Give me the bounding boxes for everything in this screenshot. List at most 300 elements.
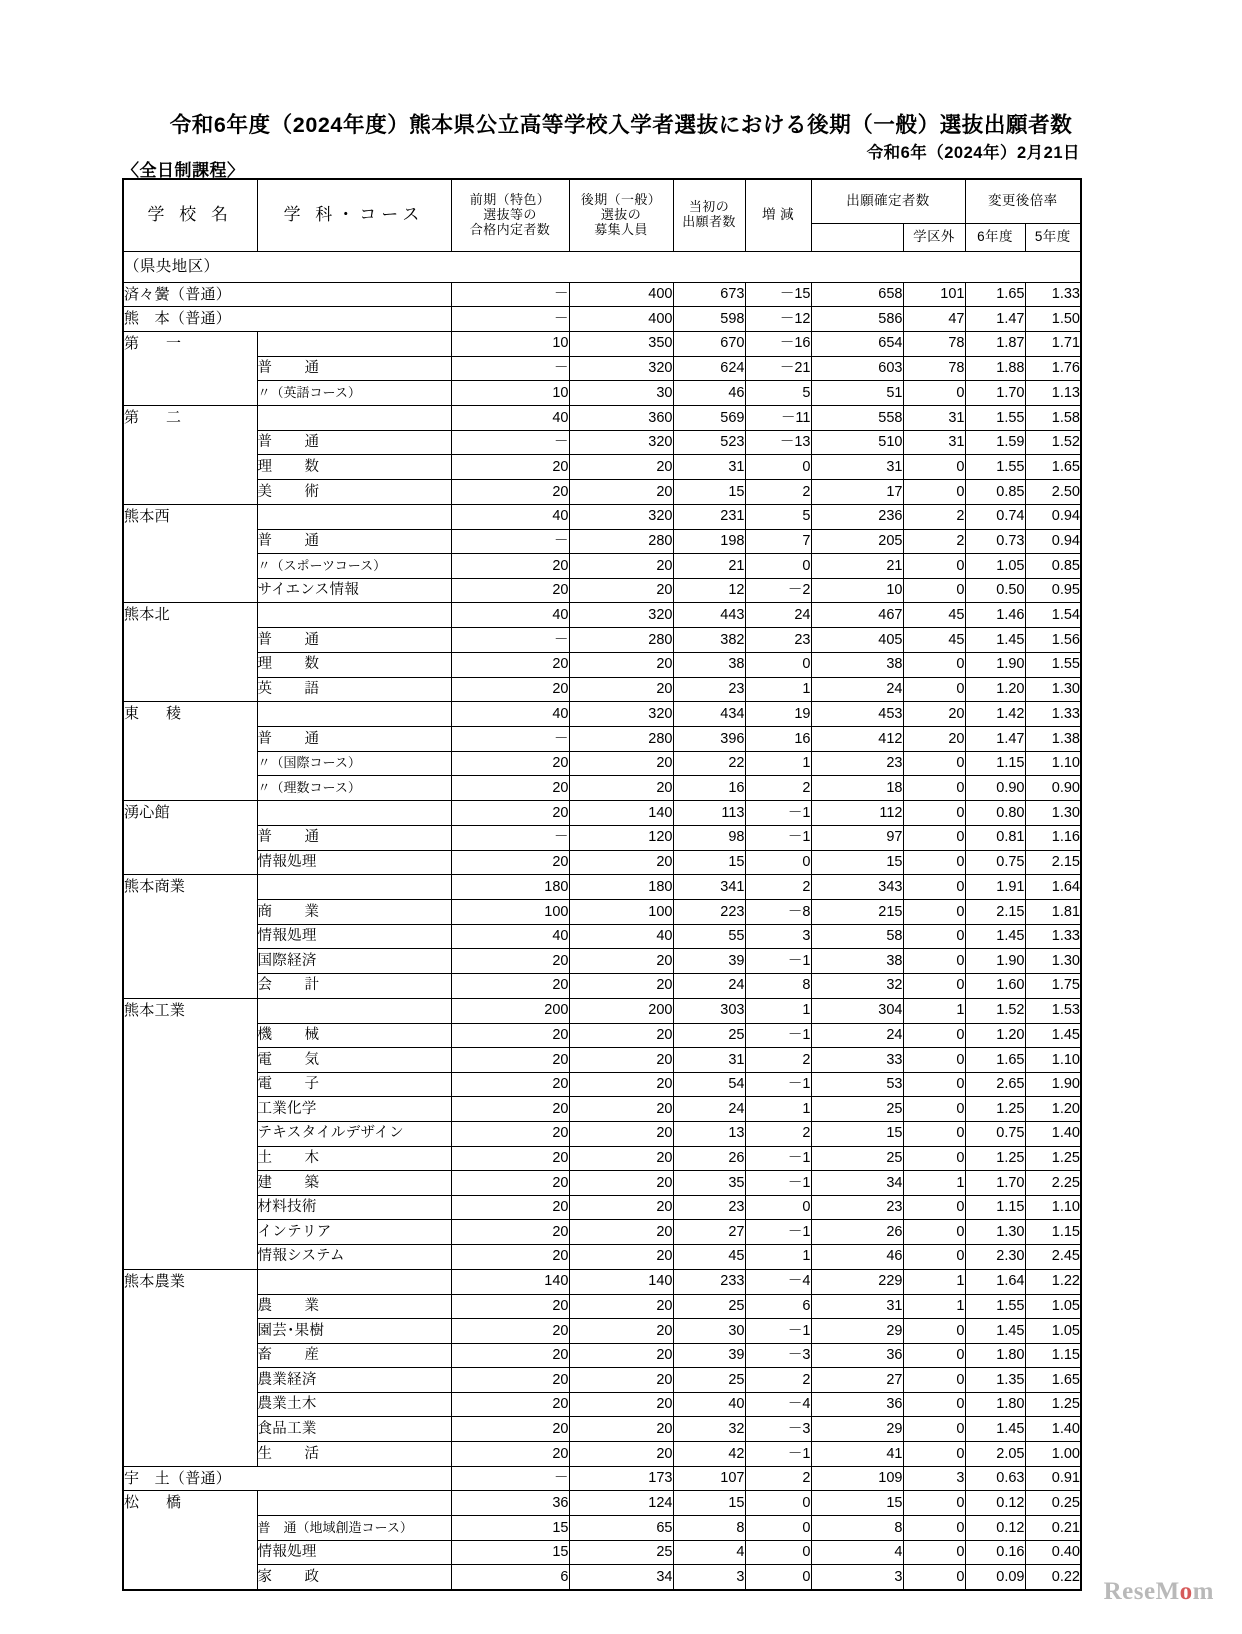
table-row: [123, 1491, 1081, 1516]
cell-outside: 0: [903, 480, 965, 505]
header-kouki-line3: 募集人員: [594, 221, 648, 237]
cell-ratio-r6: 0.12: [965, 1491, 1025, 1516]
cell-initial: 25: [673, 1023, 745, 1048]
cell-outside: 20: [903, 702, 965, 727]
cell-course-name: 情報システム: [257, 1244, 451, 1269]
cell-course-empty: [257, 1491, 451, 1516]
table-row: [123, 1294, 1081, 1319]
cell-zenki: 20: [451, 1146, 569, 1171]
cell-kouki: 20: [569, 751, 673, 776]
cell-ratio-r6: 1.64: [965, 1269, 1025, 1294]
cell-zenki: －: [451, 282, 569, 307]
cell-ratio-r5: 1.33: [1025, 702, 1081, 727]
cell-zenki: 20: [451, 1220, 569, 1245]
cell-kouki: 400: [569, 282, 673, 307]
cell-ratio-r5: 1.20: [1025, 1097, 1081, 1122]
cell-kouki: 20: [569, 554, 673, 579]
cell-confirmed: 25: [811, 1146, 903, 1171]
cell-ratio-r5: 1.52: [1025, 430, 1081, 455]
header-course: 学 科・コース: [257, 179, 451, 251]
cell-ratio-r6: 1.55: [965, 455, 1025, 480]
table-row: [123, 949, 1081, 974]
cell-confirmed: 453: [811, 702, 903, 727]
cell-course-name: 理 数: [257, 455, 451, 480]
cell-change: 0: [745, 554, 811, 579]
cell-change: －3: [745, 1343, 811, 1368]
cell-course-name: 農 業: [257, 1294, 451, 1319]
cell-course-name: 英 語: [257, 677, 451, 702]
cell-initial: 45: [673, 1244, 745, 1269]
cell-ratio-r5: 1.10: [1025, 1195, 1081, 1220]
cell-ratio-r5: 2.45: [1025, 1244, 1081, 1269]
cell-kouki: 20: [569, 455, 673, 480]
cell-ratio-r5: 1.15: [1025, 1220, 1081, 1245]
cell-ratio-r5: 1.33: [1025, 924, 1081, 949]
cell-zenki: 20: [451, 1442, 569, 1467]
cell-zenki: 200: [451, 998, 569, 1023]
cell-change: －15: [745, 282, 811, 307]
cell-change: 0: [745, 1540, 811, 1565]
cell-confirmed: 15: [811, 1121, 903, 1146]
cell-confirmed: 510: [811, 430, 903, 455]
cell-kouki: 20: [569, 850, 673, 875]
cell-zenki: 15: [451, 1516, 569, 1541]
cell-change: 2: [745, 1368, 811, 1393]
table-row: [123, 1023, 1081, 1048]
cell-zenki: 20: [451, 1048, 569, 1073]
cell-initial: 38: [673, 653, 745, 678]
cell-outside: 45: [903, 603, 965, 628]
cell-confirmed: 24: [811, 677, 903, 702]
cell-course-name: 普 通: [257, 727, 451, 752]
cell-zenki: 20: [451, 1195, 569, 1220]
cell-change: 1: [745, 751, 811, 776]
cell-zenki: 20: [451, 653, 569, 678]
table-row: [123, 1195, 1081, 1220]
cell-course-name: 生 活: [257, 1442, 451, 1467]
cell-course-name: 普 通: [257, 529, 451, 554]
cell-outside: 0: [903, 1368, 965, 1393]
header-zenki-line3: 合格内定者数: [469, 221, 551, 237]
cell-initial: 382: [673, 628, 745, 653]
cell-outside: 0: [903, 1097, 965, 1122]
cell-change: －1: [745, 1146, 811, 1171]
cell-ratio-r6: 1.80: [965, 1343, 1025, 1368]
cell-course-name: テキスタイルデザイン: [257, 1121, 451, 1146]
table-row: [123, 1171, 1081, 1196]
cell-outside: 47: [903, 307, 965, 332]
cell-initial: 39: [673, 949, 745, 974]
cell-kouki: 20: [569, 1368, 673, 1393]
cell-ratio-r6: 0.50: [965, 578, 1025, 603]
cell-ratio-r6: 1.80: [965, 1392, 1025, 1417]
cell-change: 16: [745, 727, 811, 752]
cell-course-name: 〃（国際コース）: [257, 751, 451, 776]
table-header: [123, 179, 1081, 251]
cell-course-name: 農業経済: [257, 1368, 451, 1393]
cell-zenki: 140: [451, 1269, 569, 1294]
table-row: [123, 1540, 1081, 1565]
cell-confirmed: 4: [811, 1540, 903, 1565]
cell-outside: 2: [903, 529, 965, 554]
cell-school-name: 松 橋: [123, 1491, 257, 1590]
table-row: [123, 875, 1081, 900]
cell-course-name: 情報処理: [257, 1540, 451, 1565]
cell-course-name: 美 術: [257, 480, 451, 505]
cell-zenki: 36: [451, 1491, 569, 1516]
cell-initial: 8: [673, 1516, 745, 1541]
table-row: [123, 405, 1081, 430]
cell-ratio-r6: 1.59: [965, 430, 1025, 455]
cell-ratio-r6: 1.45: [965, 628, 1025, 653]
cell-ratio-r5: 1.13: [1025, 381, 1081, 406]
cell-initial: 113: [673, 801, 745, 826]
cell-kouki: 280: [569, 628, 673, 653]
cell-initial: 23: [673, 1195, 745, 1220]
cell-course-name: インテリア: [257, 1220, 451, 1245]
cell-zenki: 20: [451, 1121, 569, 1146]
header-ratio-r5: 5年度: [1025, 223, 1081, 251]
cell-initial: 31: [673, 455, 745, 480]
cell-initial: 98: [673, 826, 745, 851]
cell-ratio-r5: 1.25: [1025, 1146, 1081, 1171]
cell-kouki: 20: [569, 776, 673, 801]
cell-ratio-r6: 1.25: [965, 1097, 1025, 1122]
cell-initial: 670: [673, 331, 745, 356]
cell-kouki: 25: [569, 1540, 673, 1565]
cell-confirmed: 23: [811, 751, 903, 776]
cell-initial: 21: [673, 554, 745, 579]
header-shoki-line1: 当初の: [688, 199, 730, 215]
header-ratio-r6: 6年度: [965, 223, 1025, 251]
cell-ratio-r6: 1.60: [965, 973, 1025, 998]
cell-kouki: 280: [569, 727, 673, 752]
cell-kouki: 20: [569, 1244, 673, 1269]
cell-zenki: 20: [451, 949, 569, 974]
cell-ratio-r6: 0.85: [965, 480, 1025, 505]
cell-change: －4: [745, 1392, 811, 1417]
cell-outside: 0: [903, 1319, 965, 1344]
table-row: [123, 455, 1081, 480]
header-zenki-line1: 前期（特色）: [469, 191, 551, 207]
cell-zenki: 20: [451, 1417, 569, 1442]
cell-outside: 0: [903, 1540, 965, 1565]
cell-ratio-r6: 1.55: [965, 405, 1025, 430]
cell-zenki: 40: [451, 924, 569, 949]
cell-ratio-r5: 0.91: [1025, 1466, 1081, 1491]
cell-course-name: 普 通: [257, 430, 451, 455]
cell-course-name: 普 通: [257, 356, 451, 381]
cell-ratio-r5: 0.21: [1025, 1516, 1081, 1541]
cell-ratio-r6: 1.15: [965, 1195, 1025, 1220]
cell-kouki: 280: [569, 529, 673, 554]
cell-ratio-r6: 1.30: [965, 1220, 1025, 1245]
cell-change: －1: [745, 949, 811, 974]
cell-outside: 0: [903, 801, 965, 826]
cell-course-empty: [257, 1269, 451, 1294]
cell-outside: 20: [903, 727, 965, 752]
cell-confirmed: 15: [811, 1491, 903, 1516]
cell-ratio-r5: 0.40: [1025, 1540, 1081, 1565]
table-row: [123, 1048, 1081, 1073]
cell-ratio-r6: 0.73: [965, 529, 1025, 554]
cell-outside: 0: [903, 1442, 965, 1467]
cell-ratio-r6: 0.75: [965, 1121, 1025, 1146]
cell-ratio-r5: 1.76: [1025, 356, 1081, 381]
cell-outside: 0: [903, 1565, 965, 1590]
cell-kouki: 140: [569, 801, 673, 826]
table-row: [123, 1121, 1081, 1146]
cell-ratio-r6: 1.91: [965, 875, 1025, 900]
cell-ratio-r5: 1.05: [1025, 1319, 1081, 1344]
cell-ratio-r5: 1.40: [1025, 1417, 1081, 1442]
cell-kouki: 20: [569, 1146, 673, 1171]
cell-ratio-r6: 1.45: [965, 1319, 1025, 1344]
cell-kouki: 20: [569, 1343, 673, 1368]
header-kouki-line2: 選抜の: [600, 206, 642, 222]
cell-confirmed: 24: [811, 1023, 903, 1048]
cell-course-name: 理 数: [257, 653, 451, 678]
cell-ratio-r5: 1.30: [1025, 677, 1081, 702]
cell-zenki: 20: [451, 1392, 569, 1417]
table-row: [123, 1343, 1081, 1368]
cell-initial: 13: [673, 1121, 745, 1146]
cell-change: 0: [745, 1491, 811, 1516]
cell-change: －1: [745, 826, 811, 851]
cell-zenki: －: [451, 826, 569, 851]
cell-ratio-r5: 1.16: [1025, 826, 1081, 851]
cell-change: 2: [745, 776, 811, 801]
cell-outside: 0: [903, 1072, 965, 1097]
cell-outside: 0: [903, 1343, 965, 1368]
cell-initial: 3: [673, 1565, 745, 1590]
cell-outside: 31: [903, 405, 965, 430]
cell-change: 2: [745, 1466, 811, 1491]
cell-outside: 0: [903, 1048, 965, 1073]
cell-course-empty: [257, 875, 451, 900]
cell-confirmed: 10: [811, 578, 903, 603]
cell-outside: 0: [903, 776, 965, 801]
cell-change: 23: [745, 628, 811, 653]
cell-ratio-r5: 1.10: [1025, 1048, 1081, 1073]
cell-confirmed: 304: [811, 998, 903, 1023]
cell-zenki: －: [451, 307, 569, 332]
cell-zenki: 20: [451, 480, 569, 505]
cell-ratio-r5: 1.71: [1025, 331, 1081, 356]
table-row: [123, 1392, 1081, 1417]
cell-change: －12: [745, 307, 811, 332]
cell-course-name: 電 気: [257, 1048, 451, 1073]
cell-ratio-r5: 1.55: [1025, 653, 1081, 678]
cell-outside: 0: [903, 1121, 965, 1146]
cell-change: 2: [745, 1121, 811, 1146]
table-row: [123, 504, 1081, 529]
cell-outside: 0: [903, 826, 965, 851]
cell-kouki: 20: [569, 1220, 673, 1245]
cell-ratio-r5: 1.00: [1025, 1442, 1081, 1467]
cell-course-empty: [257, 504, 451, 529]
cell-outside: 0: [903, 1491, 965, 1516]
cell-change: 1: [745, 677, 811, 702]
cell-course-name: 食品工業: [257, 1417, 451, 1442]
cell-kouki: 400: [569, 307, 673, 332]
table-row: [123, 973, 1081, 998]
cell-kouki: 124: [569, 1491, 673, 1516]
table-row: [123, 554, 1081, 579]
cell-zenki: 20: [451, 1294, 569, 1319]
cell-initial: 523: [673, 430, 745, 455]
cell-change: 0: [745, 653, 811, 678]
cell-zenki: 20: [451, 1244, 569, 1269]
cell-ratio-r5: 1.81: [1025, 900, 1081, 925]
cell-ratio-r5: 1.15: [1025, 1343, 1081, 1368]
table-row: [123, 653, 1081, 678]
header-confirmed-blank: [811, 223, 903, 251]
cell-school-name: 済々黌（普通）: [123, 282, 451, 307]
cell-ratio-r5: 1.54: [1025, 603, 1081, 628]
cell-initial: 27: [673, 1220, 745, 1245]
cell-outside: 0: [903, 1195, 965, 1220]
cell-confirmed: 467: [811, 603, 903, 628]
document-date: 令和6年（2024年）2月21日: [866, 144, 1080, 162]
cell-change: 5: [745, 504, 811, 529]
cell-kouki: 20: [569, 480, 673, 505]
cell-change: 0: [745, 1565, 811, 1590]
cell-course-name: 商 業: [257, 900, 451, 925]
course-type-label: 〈全日制課程〉: [122, 161, 245, 180]
cell-outside: 0: [903, 1392, 965, 1417]
cell-initial: 4: [673, 1540, 745, 1565]
cell-outside: 0: [903, 1516, 965, 1541]
cell-course-name: サイエンス情報: [257, 578, 451, 603]
cell-ratio-r5: 0.22: [1025, 1565, 1081, 1590]
region-row: [123, 251, 1081, 282]
cell-ratio-r5: 1.90: [1025, 1072, 1081, 1097]
cell-confirmed: 38: [811, 949, 903, 974]
cell-school-name: 熊本農業: [123, 1269, 257, 1466]
table-row: [123, 529, 1081, 554]
cell-course-empty: [257, 603, 451, 628]
cell-ratio-r5: 1.40: [1025, 1121, 1081, 1146]
table-row: [123, 1244, 1081, 1269]
cell-kouki: 320: [569, 430, 673, 455]
cell-course-empty: [257, 331, 451, 356]
cell-outside: 0: [903, 924, 965, 949]
cell-zenki: －: [451, 727, 569, 752]
cell-kouki: 20: [569, 1319, 673, 1344]
cell-outside: 1: [903, 1294, 965, 1319]
cell-change: －8: [745, 900, 811, 925]
cell-school-name: 第 一: [123, 331, 257, 405]
cell-confirmed: 109: [811, 1466, 903, 1491]
cell-change: 8: [745, 973, 811, 998]
cell-ratio-r6: 0.81: [965, 826, 1025, 851]
cell-outside: 0: [903, 381, 965, 406]
cell-ratio-r6: 1.35: [965, 1368, 1025, 1393]
cell-change: －16: [745, 331, 811, 356]
cell-confirmed: 36: [811, 1343, 903, 1368]
cell-initial: 198: [673, 529, 745, 554]
cell-kouki: 360: [569, 405, 673, 430]
table-row: [123, 603, 1081, 628]
cell-course-name: 電 子: [257, 1072, 451, 1097]
cell-kouki: 20: [569, 1442, 673, 1467]
cell-ratio-r5: 0.95: [1025, 578, 1081, 603]
cell-change: 5: [745, 381, 811, 406]
cell-initial: 673: [673, 282, 745, 307]
cell-zenki: 20: [451, 1343, 569, 1368]
cell-change: －1: [745, 1171, 811, 1196]
cell-ratio-r5: 1.30: [1025, 801, 1081, 826]
cell-outside: 31: [903, 430, 965, 455]
table-row: [123, 282, 1081, 307]
cell-zenki: 20: [451, 554, 569, 579]
cell-kouki: 100: [569, 900, 673, 925]
cell-confirmed: 658: [811, 282, 903, 307]
cell-kouki: 20: [569, 1121, 673, 1146]
cell-zenki: 20: [451, 801, 569, 826]
cell-course-name: 〃（英語コース）: [257, 381, 451, 406]
cell-confirmed: 18: [811, 776, 903, 801]
cell-zenki: 40: [451, 405, 569, 430]
cell-initial: 15: [673, 850, 745, 875]
cell-zenki: 20: [451, 1072, 569, 1097]
cell-kouki: 20: [569, 1195, 673, 1220]
cell-school-name: 熊本西: [123, 504, 257, 603]
cell-outside: 0: [903, 900, 965, 925]
cell-course-name: 会 計: [257, 973, 451, 998]
cell-kouki: 140: [569, 1269, 673, 1294]
cell-outside: 78: [903, 331, 965, 356]
cell-course-name: 建 築: [257, 1171, 451, 1196]
table-row: [123, 900, 1081, 925]
cell-initial: 341: [673, 875, 745, 900]
table-row: [123, 628, 1081, 653]
cell-ratio-r6: 1.88: [965, 356, 1025, 381]
watermark: ReseMom: [1103, 1578, 1214, 1605]
cell-kouki: 173: [569, 1466, 673, 1491]
table-row: [123, 1146, 1081, 1171]
cell-confirmed: 205: [811, 529, 903, 554]
cell-ratio-r6: 0.74: [965, 504, 1025, 529]
cell-ratio-r6: 0.90: [965, 776, 1025, 801]
cell-outside: 0: [903, 677, 965, 702]
cell-outside: 1: [903, 1171, 965, 1196]
cell-change: 0: [745, 1516, 811, 1541]
header-school: 学 校 名: [123, 179, 257, 251]
cell-ratio-r6: 0.12: [965, 1516, 1025, 1541]
cell-ratio-r6: 1.42: [965, 702, 1025, 727]
cell-outside: 0: [903, 1023, 965, 1048]
cell-outside: 3: [903, 1466, 965, 1491]
cell-course-name: 土 木: [257, 1146, 451, 1171]
cell-confirmed: 27: [811, 1368, 903, 1393]
cell-initial: 25: [673, 1368, 745, 1393]
cell-initial: 223: [673, 900, 745, 925]
table-row: [123, 801, 1081, 826]
header-initial-applicants: [673, 179, 745, 251]
cell-course-name: 家 政: [257, 1565, 451, 1590]
table-row: [123, 307, 1081, 332]
cell-ratio-r6: 1.15: [965, 751, 1025, 776]
header-kouki-line1: 後期（一般）: [580, 191, 662, 207]
cell-change: －1: [745, 1023, 811, 1048]
cell-school-name: 東 稜: [123, 702, 257, 801]
cell-confirmed: 586: [811, 307, 903, 332]
cell-initial: 12: [673, 578, 745, 603]
cell-initial: 434: [673, 702, 745, 727]
table-row: [123, 331, 1081, 356]
